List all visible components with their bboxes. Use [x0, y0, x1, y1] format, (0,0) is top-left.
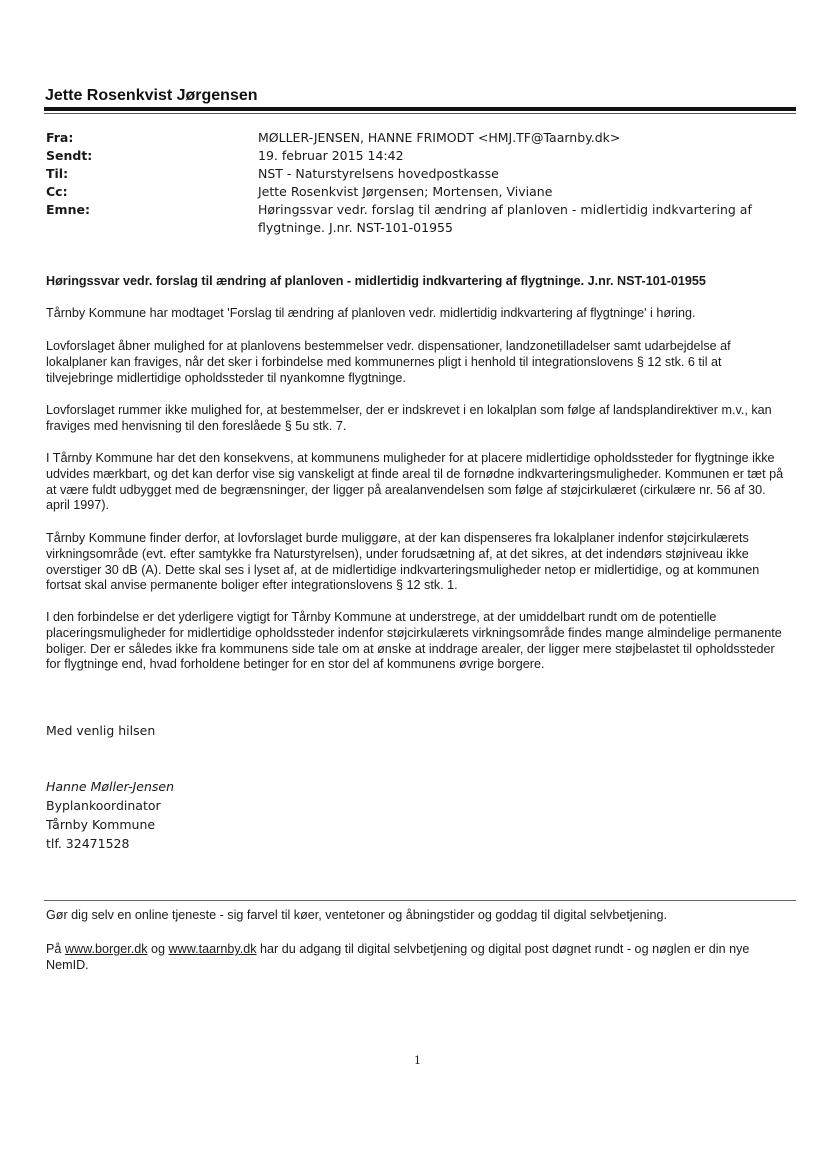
footer-tagline: Gør dig selv en online tjeneste - sig farvel til køer, ventetoner og åbningstider og goddag til digital selvbetjening.	[46, 908, 667, 922]
header-label: Sendt:	[46, 148, 93, 163]
signature-org: Tårnby Kommune	[46, 817, 156, 832]
header-label: Til:	[46, 166, 69, 181]
header-value: 19. februar 2015 14:42	[258, 148, 404, 163]
body-paragraph: I den forbindelse er det yderligere vigtigt for Tårnby Kommune at understrege, at der umiddelbart rundt om de potentielle placeringsmuligheder for midlertidige opholdssteder indenfor støjcirkulærets virkningsområde findes mange almindelige permanente boliger. Der er således ikke fra kommunens side tale om at ønske at inddrage arealer, der ligger mere støjbelastet til opholdssteder for flygtninge end, hvad forholdene betinger for en stor del af kommunens øvrige borgere.	[46, 610, 782, 672]
header-value: NST - Naturstyrelsens hovedpostkasse	[258, 166, 499, 181]
footer-text-suffix: har du adgang til digital selvbetjening og digital post døgnet rundt - og nøglen er din nye NemID.	[46, 942, 750, 972]
borger-link[interactable]: www.borger.dk	[64, 942, 148, 956]
sender-name: Jette Rosenkvist Jørgensen	[45, 87, 258, 104]
footer-divider	[44, 900, 796, 901]
header-rule-thin	[44, 113, 796, 114]
body-paragraph: Tårnby Kommune har modtaget 'Forslag til ændring af planloven vedr. midlertidig indkvartering af flygtninge' i høring.	[46, 306, 696, 320]
closing-greeting: Med venlig hilsen	[46, 723, 156, 738]
header-label: Cc:	[46, 184, 68, 199]
body-paragraph: I Tårnby Kommune har det den konsekvens, at kommunens muligheder for at placere midlertidige opholdssteder for flygtninge ikke udvides mærkbart, og det kan derfor vise sig vanskeligt at finde areal til de fornødne indkvarteringsmuligheder. Kommunen er tæt på at være fuldt udbygget med de begrænsninger, der ligger på arealanvendelsen som følge af støjcirkulæret (cirkulære nr. 56 af 30. april 1997).	[46, 451, 784, 513]
signature-name: Hanne Møller-Jensen	[46, 779, 175, 794]
body-paragraph: Lovforslaget åbner mulighed for at planlovens bestemmelser vedr. dispensationer, landzonetilladelser samt udarbejdelse af lokalplaner kan fraviges, når det sker i forbindelse med kommunernes pligt i henhold til integrationslovens § 12 stk. 6 til at tilvejebringe midlertidige opholdssteder til nyankomne flygtninge.	[46, 339, 731, 385]
footer-links-line	[46, 942, 786, 974]
footer-text-prefix: På	[46, 942, 65, 956]
body-heading: Høringssvar vedr. forslag til ændring af planloven - midlertidig indkvartering af flygtninge. J.nr. NST-101-01955	[46, 274, 706, 288]
header-label: Emne:	[46, 202, 90, 217]
body-paragraph: Lovforslaget rummer ikke mulighed for, at bestemmelser, der er indskrevet i en lokalplan som følge af landsplandirektiver m.v., kan fraviges med henvisning til den foreslåede § 5u stk. 7.	[46, 403, 772, 433]
body-paragraph: Tårnby Kommune finder derfor, at lovforslaget burde muliggøre, at der kan dispenseres fra lokalplaner indenfor støjcirkulærets virkningsområde (evt. efter samtykke fra Naturstyrelsen), under forudsætning af, at det sikres, at det indendørs støjniveau ikke overstiger 30 dB (A). Dette skal ses i lyset af, at de midlertidige indkvarteringsmuligheder netop er midlertidige, og at kommunen fortsat skal anvise permanente boliger efter integrationslovens § 12 stk. 1.	[46, 531, 760, 593]
footer-text-mid: og	[147, 942, 169, 956]
header-value: Jette Rosenkvist Jørgensen; Mortensen, Viviane	[258, 184, 553, 199]
page-number: 1	[414, 1054, 421, 1067]
header-value: Høringssvar vedr. forslag til ændring af planloven - midlertidig indkvartering af flygtninge. J.nr. NST-101-01955	[258, 202, 752, 235]
signature-title: Byplankoordinator	[46, 798, 161, 813]
signature-block	[46, 777, 174, 853]
signature-phone: tlf. 32471528	[46, 836, 130, 851]
header-value: MØLLER-JENSEN, HANNE FRIMODT <HMJ.TF@Taarnby.dk>	[258, 130, 621, 145]
taarnby-link[interactable]: www.taarnby.dk	[168, 942, 257, 956]
header-rule	[44, 107, 796, 111]
header-label: Fra:	[46, 130, 74, 145]
